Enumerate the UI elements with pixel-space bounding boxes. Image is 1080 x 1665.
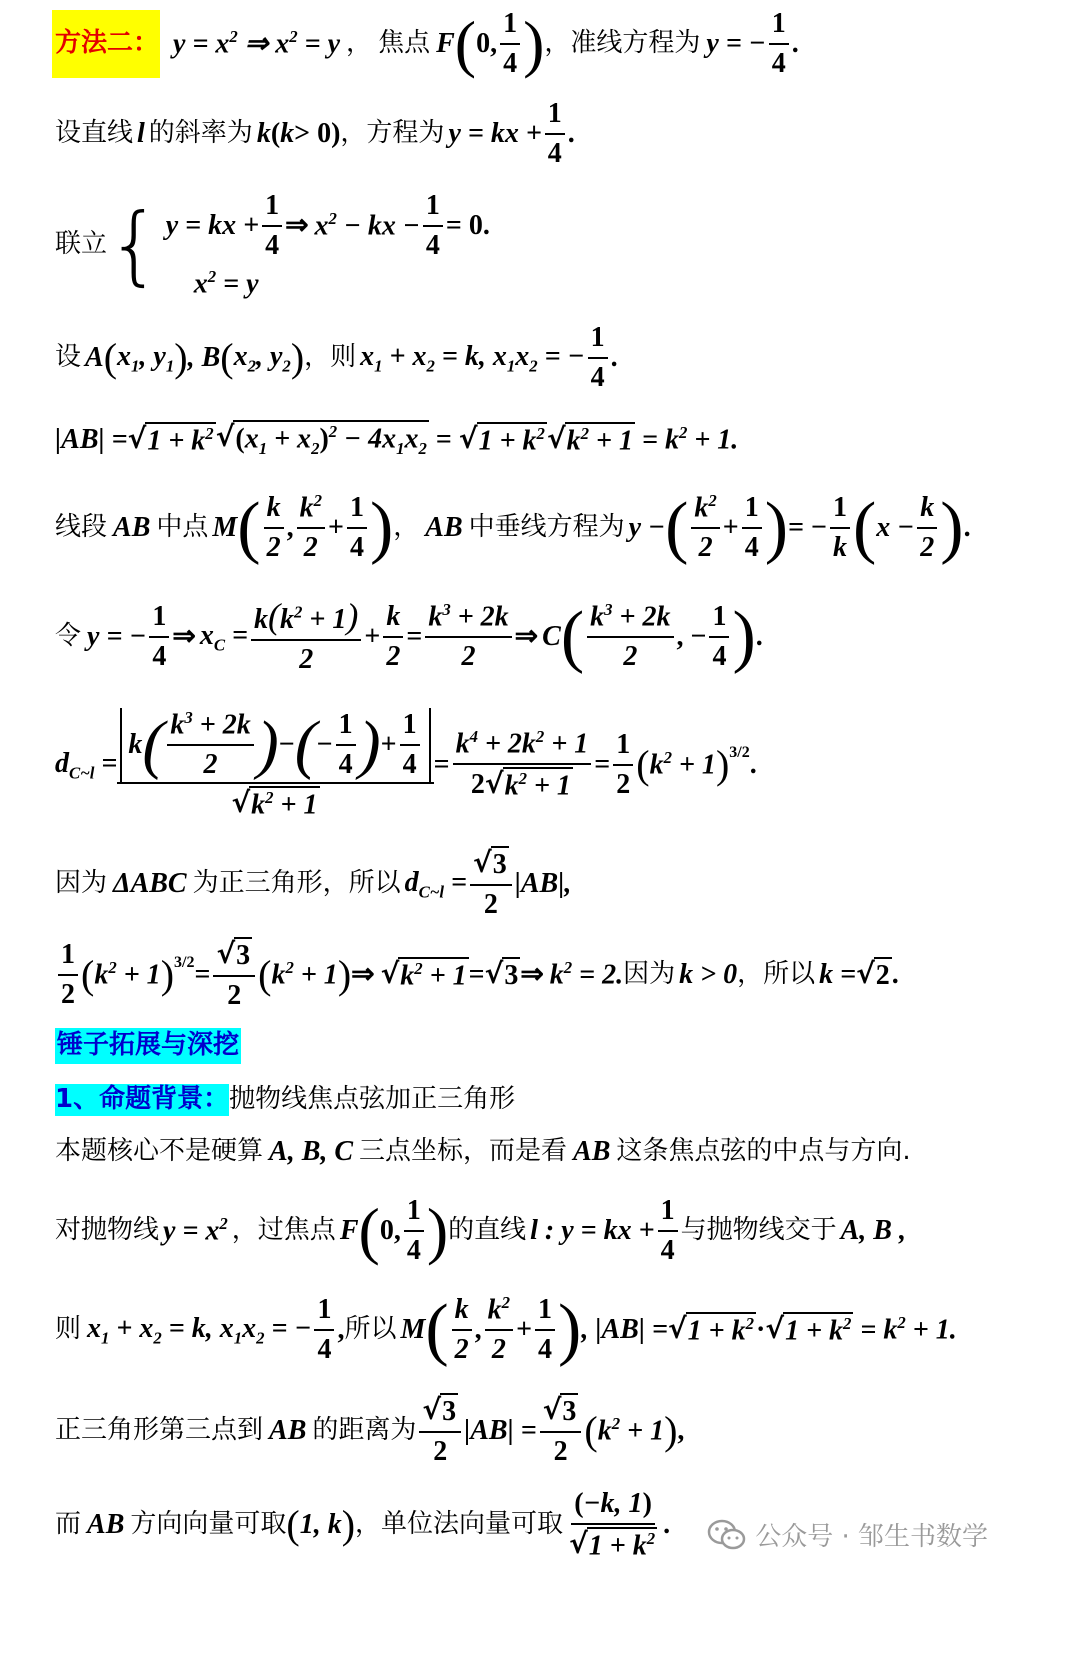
text-span: 这条焦点弦的中点与方向. (616, 1136, 911, 1167)
distance-line: $d_{C\sim l}$ = k ( $\frac{k^3 + 2k}{2}$ ) − ( − $\frac{1}{4}$ ) + $\frac{1}{4}$ √ $k^2 + 1$ = $k^4 + 2k^2 + 1$ 2 √ $k^2 + 1$ = $\frac{1}{2}$ ( $k^2 + 1$ ) $^{3/2}$ . (55, 708, 757, 821)
text-span: 正三角形第三点到 (55, 1415, 264, 1446)
watermark-text: 公众号 · 邹生书数学 (755, 1522, 988, 1552)
text-span: 的斜率为 (148, 118, 253, 149)
text-span: 线段 (55, 512, 108, 543)
item1-line (55, 1080, 1030, 1120)
text-span: 设 (55, 342, 82, 373)
text-span: 中点 (156, 512, 209, 543)
text-span: 与抛物线交于 (680, 1215, 837, 1246)
text-span: 为正三角形，所以 (192, 868, 401, 899)
paragraph-1: 本题核心不是硬算 A, B, C 三点坐标，而是看 AB 这条焦点弦的中点与方向. (55, 1136, 911, 1168)
text-span: 所以 (344, 1314, 397, 1345)
text-span: 对抛物线 (55, 1215, 160, 1246)
wechat-icon (707, 1518, 747, 1552)
text-span: ，方程为 (340, 118, 445, 149)
text-span: 因为 (55, 868, 108, 899)
section-title-line (55, 1026, 1030, 1066)
slope-line: 设直线 l 的斜率为 k ( k > 0) ，方程为 y = kx + $\frac{1}{4}$ . (55, 98, 575, 169)
text-span: 的直线 (448, 1215, 527, 1246)
paragraph-4: 正三角形第三点到 AB 的距离为 √ 3 2 |AB| = √ 3 2 ( $k^2 + 1$ ) , (55, 1393, 685, 1467)
text-span: 中垂线方程为 (468, 512, 625, 543)
system-line: 联立 { y = kx + $\frac{1}{4}$ ⇒ $x^2$ − kx − $\frac{1}{4}$ = 0. $x^2 = y$ (55, 190, 490, 299)
item1-label: 1、命题背景： (55, 1084, 230, 1115)
parabola-eq: $y = x^2$ ⇒ $x^2 = y$ (173, 27, 341, 60)
focus-label: 焦点 (378, 28, 431, 59)
text-span: 本题核心不是硬算 (55, 1136, 264, 1167)
method2-line: 方法二： $y = x^2$ ⇒ $x^2 = y$ ， 焦点 F ( 0, $\frac{1}{4}$ ) ， 准线方程为 y = − $\frac{1}{4}$ . (55, 8, 799, 79)
text-span: 令 (55, 621, 82, 652)
text-span: ，则 (304, 342, 357, 373)
solve-line: $\frac{1}{2}$ ( $k^2 + 1$ ) $^{3/2}$ = √ 3 2 ( $k^2 + 1$ ) ⇒ √ $k^2 + 1$ = √ 3 ⇒ $k^2 = 2$. 因为 k > 0 ，所以 k = √ 2 . (55, 935, 1030, 1015)
text-span: 方向向量可取 (130, 1509, 287, 1540)
text-span: 因为 (623, 959, 676, 990)
vieta-line: 设 A ( $x_1$, $y_1$ ) , B ( $x_2$, $y_2$ ) ，则 $x_1 + x_2 = k$, $x_1x_2$ = − $\frac{1}{4}$ . (55, 322, 618, 393)
watermark (707, 1516, 988, 1553)
text-span: 三点坐标，而是看 (359, 1136, 568, 1167)
text-span: 设直线 (55, 118, 134, 149)
method-tag: 方法二： (55, 28, 160, 59)
text-span: 联立 (55, 229, 108, 260)
directrix-label: 准线方程为 (570, 28, 701, 59)
text-span: 则 (55, 1314, 82, 1345)
midpoint-line: 线段 AB 中点 M ( $\frac{k}{2}$ , $\frac{k^2}{2}$ + $\frac{1}{4}$ ) ， AB 中垂线方程为 y − ( $\frac{k^2}{2}$ + $\frac{1}{4}$ ) = − $\frac{1}{k}$ ( x − $\frac{k}{2}$ ) . (55, 489, 971, 566)
text-span: 的距离为 (312, 1415, 417, 1446)
brace-icon: { (107, 195, 162, 295)
paragraph-5: 而 AB 方向向量可取 ( 1, k ) ，单位法向量可取 (−k, 1) √ $1 + k^2$ . (55, 1488, 671, 1562)
text-span: ，所以 (737, 959, 816, 990)
text-span: ，单位法向量可取 (355, 1509, 564, 1540)
section-title: 锤子拓展与深挖 (55, 1028, 241, 1063)
chord-length-line: |AB| = √ $1 + k^2$ √ $(x_1 + x_2)^2 - 4x_1x_2$ = √ $1 + k^2$ √ $k^2 + 1$ = $k^2 + 1$. (55, 420, 739, 459)
xc-line: 令 y = − $\frac{1}{4}$ ⇒ $x_C$ = $\frac{k(k^2 + 1)}{2}$ + $\frac{k}{2}$ = $\frac{k^3 + 2k}{2}$ ⇒ C ( $\frac{k^3 + 2k}{2}$ , − $\frac{1}{4}$ ) . (55, 595, 763, 675)
paragraph-2: 对抛物线 $y = x^2$ ，过焦点 F ( 0, $\frac{1}{4}$ ) 的直线 l : y = kx + $\frac{1}{4}$ 与抛物线交于 A, B , (55, 1195, 906, 1266)
text-span: ，过焦点 (231, 1215, 336, 1246)
equilateral-line: 因为 ΔABC 为正三角形，所以 $d_{C\sim l}$ = √ 3 2 |AB|, (55, 846, 572, 920)
text-span: 而 (55, 1509, 82, 1540)
item1-text: 抛物线焦点弦加正三角形 (229, 1084, 516, 1115)
paragraph-3: 则 $x_1 + x_2 = k$, $x_1x_2$ = − $\frac{1}{4}$ , 所以 M ( $\frac{k}{2}$ , $\frac{k^2}{2}$ + $\frac{1}{4}$ ) , |AB| = √ $1 + k^2$ · √ $1 + k^2$ = $k^2 + 1$. (55, 1291, 957, 1368)
